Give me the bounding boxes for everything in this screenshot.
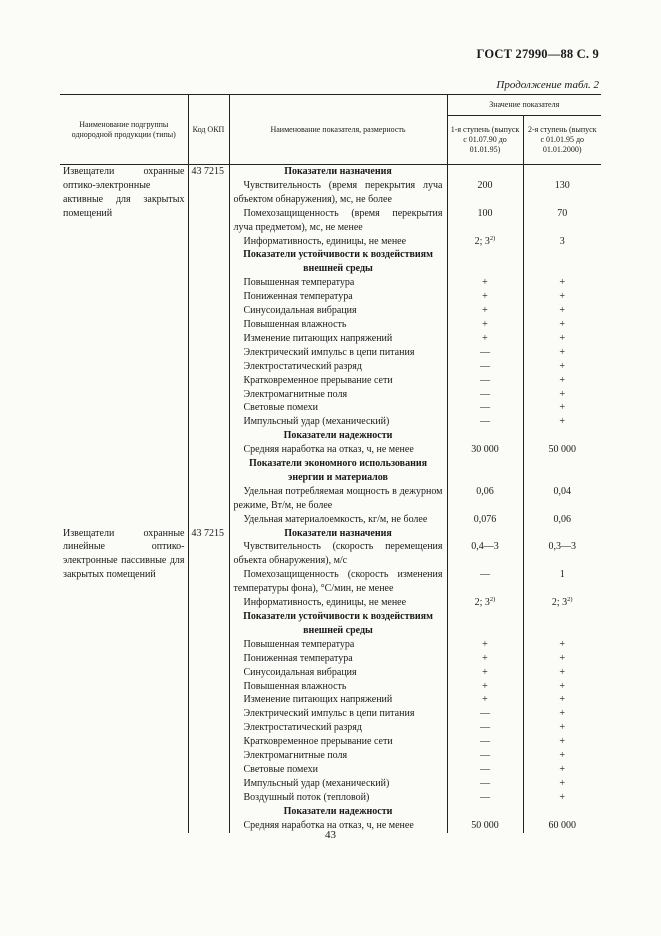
stage-1-value <box>447 693 523 707</box>
indicator-name: Средняя наработка на отказ, ч, не менее <box>243 819 414 831</box>
value-text: 0,06 <box>553 513 571 525</box>
value-text: + <box>482 680 488 692</box>
document-header: ГОСТ 27990—88 С. 9 <box>476 47 599 61</box>
value-text: + <box>559 277 566 289</box>
value-text: 130 <box>554 179 570 191</box>
section-heading: Показатели устойчивости к воздействиям внешней среды <box>243 611 433 636</box>
section-heading: Показатели надежности <box>283 430 393 442</box>
value-text: 100 <box>477 207 493 219</box>
stage-1-value <box>447 513 523 527</box>
stage-1-value <box>447 318 523 332</box>
value-text: — <box>480 388 490 400</box>
stage-1-value <box>447 332 523 346</box>
stage-2-value <box>523 207 601 235</box>
header-value: Значение показателя <box>447 95 601 116</box>
table-continuation-label: Продолжение табл. 2 <box>496 79 599 91</box>
stage-1-value <box>447 179 523 207</box>
footnote-mark: 2) <box>489 234 496 242</box>
value-text: + <box>559 722 566 734</box>
indicator-name: Синусоидальная вибрация <box>243 666 357 678</box>
stage-2-value <box>523 248 601 276</box>
indicator-name: Повышенная влажность <box>243 680 347 692</box>
stage-2-value <box>523 805 601 819</box>
stage-2-value <box>523 165 601 179</box>
stage-2-value <box>523 415 601 429</box>
stage-1-value <box>447 429 523 443</box>
stage-2-value <box>523 610 601 638</box>
page-number: 43 <box>325 829 336 841</box>
stage-2-value <box>523 638 601 652</box>
stage-2-value <box>523 749 601 763</box>
value-text: — <box>480 569 490 581</box>
stage-2-value <box>523 540 601 568</box>
value-text: — <box>480 360 490 372</box>
stage-1-value <box>447 680 523 694</box>
section-heading: Показатели экономного использования энергии и материалов <box>248 458 428 483</box>
stage-2-value <box>523 693 601 707</box>
value-text: — <box>480 374 490 386</box>
value-text: + <box>559 360 566 372</box>
value-text: + <box>559 416 566 428</box>
indicator-name: Чувствительность (скорость перемещения объекта обнаружения), м/с <box>233 541 443 567</box>
value-text: — <box>480 763 490 775</box>
stage-2-value <box>523 791 601 805</box>
stage-1-value <box>447 707 523 721</box>
indicator-name: Помехозащищенность (время перекрытия луча предметом), мс, не менее <box>233 207 443 233</box>
stage-1-value <box>447 540 523 568</box>
indicator-name: Кратковременное прерывание сети <box>243 374 393 386</box>
value-text: + <box>482 291 488 303</box>
stage-2-value <box>523 332 601 346</box>
stage-2-value <box>523 721 601 735</box>
stage-2-value <box>523 304 601 318</box>
value-text: 1 <box>559 569 565 581</box>
value-text: + <box>482 332 488 344</box>
footnote-mark: 2) <box>567 596 573 604</box>
indicator-name: Изменение питающих напряжений <box>243 332 393 344</box>
value-text: 200 <box>477 179 493 191</box>
stage-2-value <box>523 485 601 513</box>
subgroup-name: Извещатели охранные линейные оптико-электронные пассивные для закрытых помещений <box>63 527 185 581</box>
indicator-name: Средняя наработка на отказ, ч, не менее <box>243 444 414 456</box>
okp-code: 43 7215 <box>188 165 229 527</box>
value-text: — <box>480 777 490 789</box>
value-text: + <box>559 652 566 664</box>
stage-1-value <box>447 805 523 819</box>
indicator-name: Световые помехи <box>243 402 319 414</box>
indicators-table <box>60 94 601 833</box>
indicator-name: Воздушный поток (тепловой) <box>243 791 370 803</box>
value-text: — <box>480 750 490 762</box>
indicator-name: Чувствительность (время перекрытия луча объектом обнаружения), мс, не более <box>233 179 443 205</box>
stage-1-value <box>447 304 523 318</box>
indicator-name: Световые помехи <box>243 763 319 775</box>
indicator-name: Импульсный удар (механический) <box>243 416 390 428</box>
section-heading: Показатели назначения <box>284 527 392 539</box>
stage-1-value <box>447 777 523 791</box>
stage-1-value <box>447 527 523 541</box>
indicator-name: Удельная потребляемая мощность в дежурном режиме, Вт/м, не более <box>233 485 443 511</box>
stage-2-value <box>523 777 601 791</box>
value-text: 0,04 <box>553 485 571 497</box>
value-text: + <box>559 680 566 692</box>
value-text: + <box>482 318 488 330</box>
value-text: + <box>559 291 566 303</box>
stage-2-value <box>523 235 601 249</box>
stage-2-value <box>523 457 601 485</box>
value-text: + <box>482 638 488 650</box>
value-text: + <box>559 708 566 720</box>
stage-2-value <box>523 596 601 610</box>
stage-1-value <box>447 638 523 652</box>
stage-2-value <box>523 388 601 402</box>
stage-2-value <box>523 568 601 596</box>
value-text: 2; 3 <box>474 235 490 247</box>
indicator-name: Повышенная влажность <box>243 318 347 330</box>
stage-1-value <box>447 346 523 360</box>
indicator-name: Удельная материалоемкость, кг/м, не более <box>243 513 428 525</box>
indicator-name: Электромагнитные поля <box>243 388 348 400</box>
indicator-name: Информативность, единицы, не менее <box>243 235 407 247</box>
stage-1-value <box>447 360 523 374</box>
stage-1-value <box>447 443 523 457</box>
value-text: 0,06 <box>476 485 494 497</box>
value-text: + <box>559 638 566 650</box>
value-text: 2; 3 <box>551 597 568 609</box>
stage-1-value <box>447 165 523 179</box>
indicator-name: Импульсный удар (механический) <box>243 777 390 789</box>
value-text: 30 000 <box>471 444 499 456</box>
stage-2-value <box>523 652 601 666</box>
value-text: + <box>559 374 566 386</box>
stage-2-value <box>523 680 601 694</box>
header-subgroup: Наименование подгруппы однородной продукции (типы) <box>60 95 188 165</box>
value-text: — <box>480 736 490 748</box>
stage-2-value <box>523 401 601 415</box>
indicator-name: Изменение питающих напряжений <box>243 694 393 706</box>
stage-1-value <box>447 735 523 749</box>
stage-1-value <box>447 666 523 680</box>
stage-1-value <box>447 374 523 388</box>
section-row <box>60 165 601 179</box>
stage-1-value <box>447 207 523 235</box>
stage-1-value <box>447 457 523 485</box>
stage-2-value <box>523 429 601 443</box>
stage-1-value <box>447 485 523 513</box>
value-text: + <box>482 694 488 706</box>
value-text: 0,3—3 <box>548 541 576 553</box>
value-text: + <box>559 305 566 317</box>
footnote-mark: 2) <box>489 596 496 604</box>
indicators-table-container <box>60 94 601 833</box>
indicator-name: Пониженная температура <box>243 291 353 303</box>
indicator-name: Повышенная температура <box>243 638 355 650</box>
stage-2-value <box>523 374 601 388</box>
stage-1-value <box>447 415 523 429</box>
value-text: + <box>559 694 566 706</box>
value-text: 0,4—3 <box>471 541 499 553</box>
value-text: + <box>559 388 566 400</box>
stage-1-value <box>447 235 523 249</box>
okp-code: 43 7215 <box>188 527 229 833</box>
stage-1-value <box>447 763 523 777</box>
stage-2-value <box>523 763 601 777</box>
value-text: — <box>480 416 490 428</box>
stage-2-value <box>523 346 601 360</box>
stage-1-value <box>447 388 523 402</box>
stage-1-value <box>447 248 523 276</box>
indicator-name: Синусоидальная вибрация <box>243 305 357 317</box>
stage-2-value <box>523 527 601 541</box>
value-text: + <box>559 763 566 775</box>
stage-2-value <box>523 735 601 749</box>
header-stage-2: 2-я ступень (выпуск с 01.01.95 до 01.01.2000) <box>523 116 601 165</box>
stage-1-value <box>447 791 523 805</box>
value-text: — <box>480 402 490 414</box>
stage-1-value <box>447 596 523 610</box>
value-text: + <box>559 666 566 678</box>
indicator-name: Электростатический разряд <box>243 722 362 734</box>
value-text: — <box>480 791 490 803</box>
stage-1-value <box>447 290 523 304</box>
stage-1-value <box>447 401 523 415</box>
value-text: + <box>559 777 566 789</box>
indicator-name: Кратковременное прерывание сети <box>243 736 393 748</box>
value-text: + <box>559 402 566 414</box>
section-heading: Показатели устойчивости к воздействиям внешней среды <box>243 249 433 275</box>
indicator-name: Электрический импульс в цепи питания <box>243 346 415 358</box>
stage-2-value <box>523 707 601 721</box>
stage-1-value <box>447 721 523 735</box>
section-heading: Показатели назначения <box>284 166 392 177</box>
table-header <box>60 95 601 165</box>
stage-2-value <box>523 513 601 527</box>
value-text: + <box>482 305 488 317</box>
indicator-name: Электрический импульс в цепи питания <box>243 708 415 720</box>
value-text: + <box>482 652 488 664</box>
value-text: + <box>559 318 566 330</box>
value-text: + <box>559 791 566 803</box>
indicator-name: Повышенная температура <box>243 277 355 289</box>
value-text: 50 000 <box>548 444 576 456</box>
stage-2-value <box>523 290 601 304</box>
table-body <box>60 165 601 833</box>
indicator-name: Электромагнитные поля <box>243 750 348 762</box>
indicator-name: Пониженная температура <box>243 652 353 664</box>
indicator-name: Информативность, единицы, не менее <box>243 597 407 609</box>
section-row <box>60 527 601 541</box>
value-text: — <box>480 346 490 358</box>
value-text: 0,076 <box>473 513 497 525</box>
stage-2-value <box>523 443 601 457</box>
value-text: 50 000 <box>471 819 499 831</box>
section-heading: Показатели надежности <box>283 805 393 817</box>
value-text: 2; 3 <box>474 597 490 609</box>
value-text: + <box>559 346 566 358</box>
value-text: 60 000 <box>548 819 576 831</box>
indicator-name: Электростатический разряд <box>243 360 362 372</box>
value-text: + <box>559 332 566 344</box>
stage-2-value <box>523 276 601 290</box>
indicator-name: Помехозащищенность (скорость изменения температуры фона), °С/мин, не менее <box>233 569 443 595</box>
value-text: 3 <box>559 235 565 247</box>
stage-2-value <box>523 360 601 374</box>
value-text: + <box>482 277 488 289</box>
value-text: 70 <box>557 207 568 219</box>
stage-1-value <box>447 610 523 638</box>
stage-2-value <box>523 666 601 680</box>
stage-1-value <box>447 276 523 290</box>
value-text: + <box>482 666 488 678</box>
value-text: — <box>480 708 490 720</box>
header-stage-1: 1-я ступень (выпуск с 01.07.90 до 01.01.95) <box>447 116 523 165</box>
value-text: + <box>559 750 566 762</box>
stage-2-value <box>523 179 601 207</box>
value-text: + <box>559 736 566 748</box>
stage-1-value <box>447 568 523 596</box>
value-text: — <box>480 722 490 734</box>
subgroup-name: Извещатели охранные оптико-электронные активные для закрытых помещений <box>63 166 185 219</box>
stage-1-value <box>447 652 523 666</box>
header-okp-code: Код ОКП <box>188 95 229 165</box>
stage-2-value <box>523 318 601 332</box>
stage-1-value <box>447 749 523 763</box>
header-indicator: Наименование показателя, размерность <box>229 95 447 165</box>
